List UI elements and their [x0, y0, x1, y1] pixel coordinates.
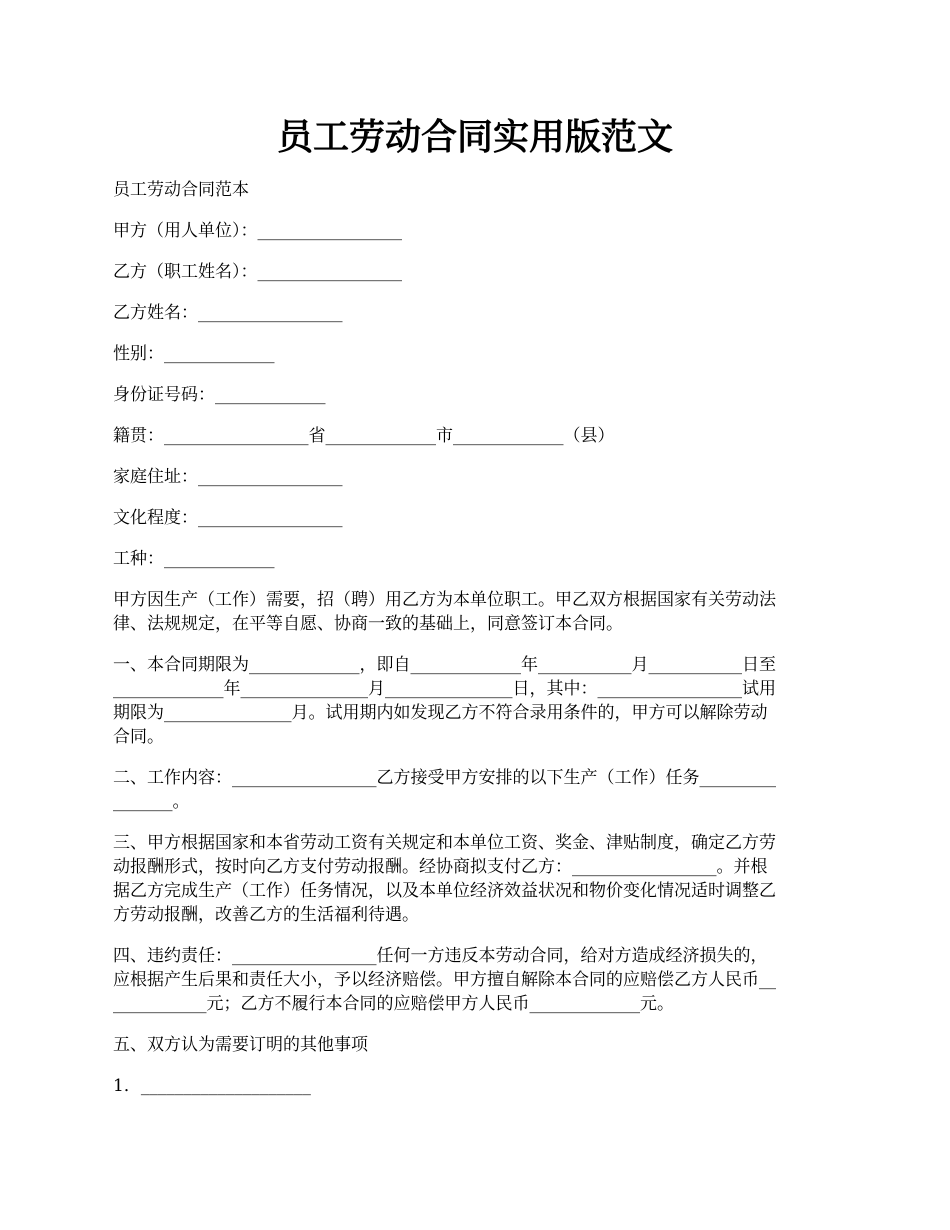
- paragraph-line: 据乙方完成生产（工作）任务情况，以及本单位经济效益状况和物价变化情况适时调整乙: [113, 881, 776, 901]
- party-b-line: 乙方（职工姓名）：_________________: [113, 262, 402, 282]
- paragraph-line: 三、甲方根据国家和本省劳动工资有关规定和本单位工资、奖金、津贴制度，确定乙方劳: [113, 833, 776, 853]
- id-number-line: 身份证号码：_____________: [113, 385, 326, 405]
- clause-liability: [113, 944, 840, 1016]
- paragraph-line: 一、本合同期限为_____________，即自_____________年___________月___________日至: [113, 655, 776, 675]
- party-a-line: 甲方（用人单位）：_________________: [113, 221, 402, 241]
- paragraph-line: 应根据产生后果和责任大小，予以经济赔偿。甲方擅自解除本合同的应赔偿乙方人民币__: [113, 970, 776, 990]
- document-body: [113, 178, 840, 1115]
- clause-term: [113, 653, 840, 749]
- document-title: 员工劳动合同实用版范文: [276, 116, 673, 158]
- paragraph-line: 方劳动报酬，改善乙方的生活福利待遇。: [113, 905, 419, 925]
- gender-line: 性别：_____________: [113, 344, 275, 364]
- paragraph-line: _______。: [113, 792, 190, 812]
- clause-other-matters: 五、双方认为需要订明的其他事项: [113, 1035, 368, 1055]
- paragraph-line: 期限为_______________月。试用期内如发现乙方不符合录用条件的，甲方可以解除劳动: [113, 703, 768, 723]
- paragraph-line: 动报酬形式，按时向乙方支付劳动报酬。经协商拟支付乙方：_________________。并根: [113, 857, 768, 877]
- job-type-line: 工种：_____________: [113, 549, 275, 569]
- paragraph-line: 四、违约责任：_________________任何一方违反本劳动合同，给对方造成经济损失的，: [113, 946, 768, 966]
- paragraph-line: 律、法规规定，在平等自愿、协商一致的基础上，同意签订本合同。: [113, 614, 623, 634]
- address-line: 家庭住址：_________________: [113, 467, 343, 487]
- other-matter-item-1: 1．____________________: [113, 1076, 311, 1096]
- paragraph-line: ___________元；乙方不履行本合同的应赔偿甲方人民币_____________元。: [113, 994, 674, 1014]
- intro-paragraph: [113, 588, 840, 636]
- clause-work-content: [113, 766, 840, 814]
- education-line: 文化程度：_________________: [113, 508, 343, 528]
- clause-remuneration: [113, 831, 840, 927]
- name-line: 乙方姓名：_________________: [113, 303, 343, 323]
- paragraph-line: 合同。: [113, 727, 164, 747]
- paragraph-line: 甲方因生产（工作）需要，招（聘）用乙方为本单位职工。甲乙双方根据国家有关劳动法: [113, 590, 776, 610]
- native-place-line: 籍贯：_________________省_____________市_____________（县）: [113, 426, 615, 446]
- subtitle: 员工劳动合同范本: [113, 180, 249, 200]
- paragraph-line: _____________年_______________月_______________日，其中：_________________试用: [113, 679, 776, 699]
- paragraph-line: 二、工作内容：_________________乙方接受甲方安排的以下生产（工作）任务_________: [113, 768, 776, 788]
